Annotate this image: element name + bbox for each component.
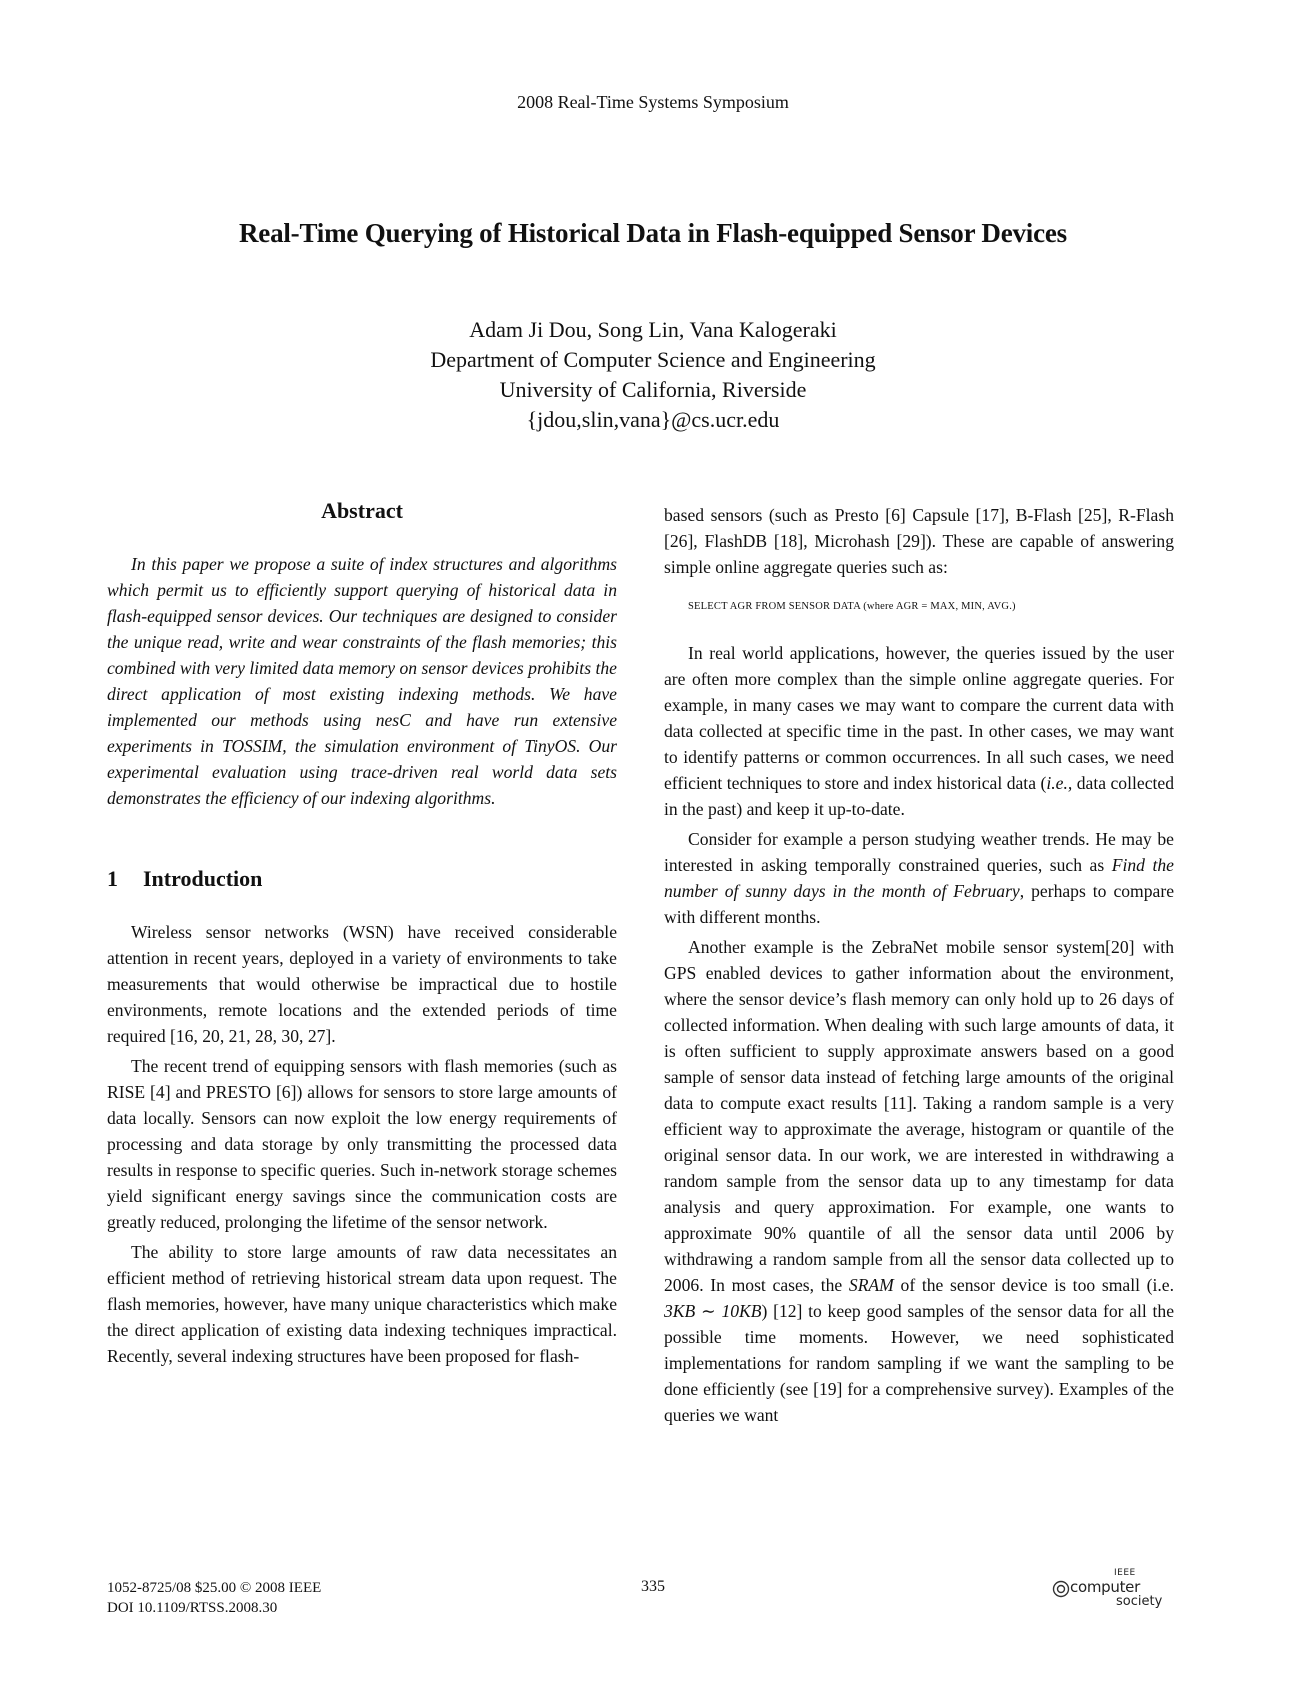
right-paragraph-2 bbox=[664, 640, 1174, 822]
right-column bbox=[664, 502, 1174, 1432]
text-run: In real world applications, however, the queries issued by the user are often more complex than the simple online aggregate queries. For example, in many cases we may want to compare the current data with data collected at specific time in the past. In other cases, we may want to identify patterns or common occurrences. In all such cases, we need efficient techniques to store and index historical data ( bbox=[664, 643, 1174, 793]
text-run: ) [12] to keep good samples of the sensor data for all the possible time moments. However, we need sophisticated implementations for random sampling if we want the sampling to be done efficiently (see [19] for a comprehensive survey). Examples of the queries we want bbox=[664, 1301, 1174, 1425]
section-title: Introduction bbox=[143, 866, 263, 891]
author-names: Adam Ji Dou, Song Lin, Vana Kalogeraki bbox=[469, 317, 837, 342]
ieee-logo-mark-icon bbox=[1052, 1580, 1070, 1598]
abstract-body: In this paper we propose a suite of index structures and algorithms which permit us to efficiently support querying of historical data in flash-equipped sensor devices. Our techniques are designed to consider the unique read, write and wear constraints of the flash memories; this combined with very limited data memory on sensor devices prohibits the direct application of most existing indexing methods. We have implemented our methods using nesC and have run extensive experiments in TOSSIM, the simulation environment of TinyOS. Our experimental evaluation using trace-driven real world data sets demonstrates the efficiency of our indexing algorithms. bbox=[107, 554, 617, 808]
intro-paragraph-3: The ability to store large amounts of raw data necessitates an efficient method of retrieving historical stream data upon request. The flash memories, however, have many unique characteristics which make the direct application of existing data indexing techniques impractical. Recently, several indexing structures have been proposed for flash- bbox=[107, 1242, 617, 1366]
author-department: Department of Computer Science and Engineering bbox=[430, 347, 876, 372]
right-paragraph-3 bbox=[664, 826, 1174, 930]
issn-line: 1052-8725/08 $25.00 © 2008 IEEE bbox=[107, 1580, 322, 1596]
text-run-italic: Find the number of sunny days in the month of February bbox=[664, 855, 1174, 901]
text-run: data collected in the past) and keep it up-to-date. bbox=[664, 773, 1174, 819]
abstract-heading: Abstract bbox=[321, 498, 403, 523]
text-run: , perhaps to compare with different months. bbox=[664, 881, 1175, 927]
author-university: University of California, Riverside bbox=[499, 377, 807, 402]
conference-header: 2008 Real-Time Systems Symposium bbox=[517, 92, 789, 112]
text-run: of the sensor device is too small (i.e. bbox=[893, 1275, 1175, 1295]
logo-text-top: IEEE bbox=[1114, 1568, 1136, 1578]
math-sram: SRAM bbox=[848, 1275, 894, 1295]
doi-line: DOI 10.1109/RTSS.2008.30 bbox=[107, 1600, 278, 1616]
author-block bbox=[0, 315, 1306, 435]
page-number: 335 bbox=[641, 1578, 665, 1595]
intro-paragraph-2: The recent trend of equipping sensors with flash memories (such as RISE [4] and PRESTO [6]) allows for sensors to store large amounts of data locally. Sensors can now exploit the low energy requirements of processing and data storage by only transmitting the processed data results in response to specific queries. Such in-network storage schemes yield significant energy savings since the communication costs are greatly reduced, prolonging the lifetime of the sensor network. bbox=[107, 1056, 617, 1232]
math-range: 3KB ∼ 10KB bbox=[664, 1301, 762, 1321]
intro-paragraph-1: Wireless sensor networks (WSN) have received considerable attention in recent years, deployed in a variety of environments to take measurements that would otherwise be impractical due to hostile environments, remote locations and the extended periods of time required [16, 20, 21, 28, 30, 27]. bbox=[107, 922, 617, 1046]
section-heading-introduction bbox=[107, 865, 617, 893]
example-query: SELECT AGR FROM SENSOR DATA (where AGR = MAX, MIN, AVG.) bbox=[688, 601, 1016, 612]
right-paragraph-4 bbox=[664, 934, 1174, 1428]
right-paragraph-1: based sensors (such as Presto [6] Capsule [17], B-Flash [25], R-Flash [26], FlashDB [18], Microhash [29]). These are capable of answering simple online aggregate queries such as: bbox=[664, 505, 1174, 577]
text-run: Consider for example a person studying weather trends. He may be interested in asking temporally constrained queries, such as bbox=[664, 829, 1174, 875]
text-run: Another example is the ZebraNet mobile sensor system[20] with GPS enabled devices to gather information about the environment, where the sensor device’s flash memory can only hold up to 26 days of collected information. When dealing with such large amounts of data, it is often sufficient to supply approximate answers based on a good sample of sensor data instead of fetching large amounts of the original data to compute exact results [11]. Taking a random sample is a very efficient way to approximate the average, histogram or quantile of the original sensor data. In our work, we are interested in withdrawing a random sample from the sensor data up to any timestamp for data analysis and query approximation. For example, one wants to approximate 90% quantile of all the sensor data until 2006 by withdrawing a random sample from all the sensor data collected up to 2006. In most cases, the bbox=[664, 937, 1174, 1295]
text-run-italic: i.e., bbox=[1046, 773, 1073, 793]
left-column bbox=[107, 497, 617, 1373]
ieee-computer-society-logo bbox=[1052, 1568, 1182, 1612]
section-number: 1 bbox=[107, 866, 118, 891]
logo-text-bottom: society bbox=[1116, 1594, 1163, 1609]
logo-text-middle: computer bbox=[1070, 1578, 1140, 1596]
author-emails: {jdou,slin,vana}@cs.ucr.edu bbox=[526, 407, 780, 432]
paper-title: Real-Time Querying of Historical Data in Flash-equipped Sensor Devices bbox=[239, 218, 1067, 248]
